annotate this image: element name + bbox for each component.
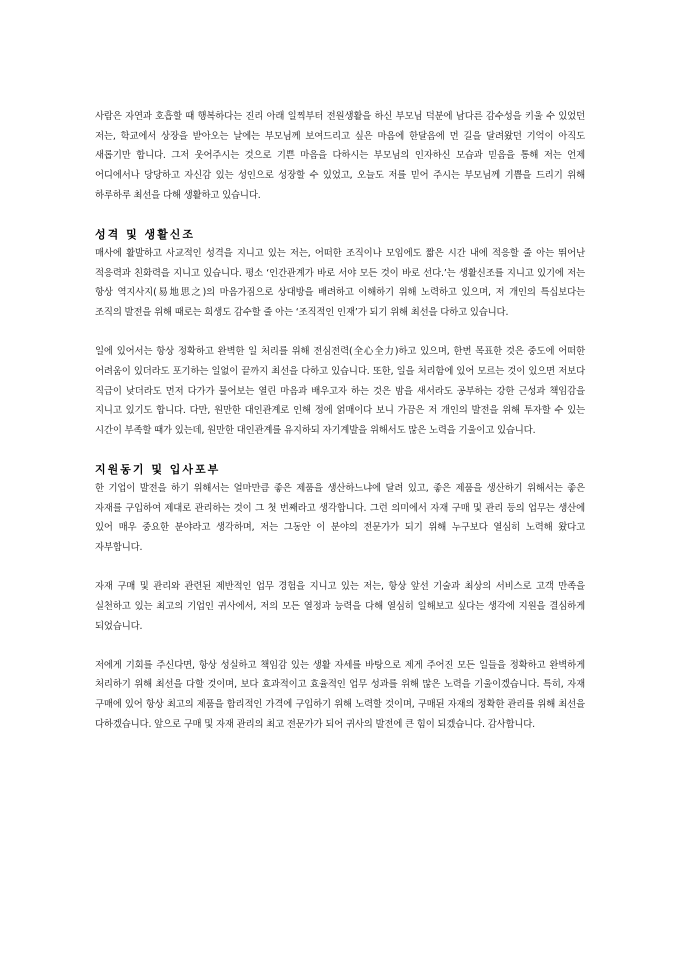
section-heading-motivation: 지원동기 및 입사포부	[95, 462, 221, 476]
paragraph-spacer	[95, 323, 585, 343]
intro-paragraph: 사람은 자연과 호흡할 때 행복하다는 진리 아래 일찍부터 전원생활을 하신 부모님 덕분에 남다른 감수성을 키울 수 있었던 저는, 학교에서 상장을 받아오는 날에는 부모님께 보여드리고 싶은 마음에 한달음에 먼 길을 달려왔던 기억이 아직도 새롭기만 합니다. 그저 웃어주시는 것으로 기쁜 마음을 다하시는 부모님의 인자하신 모습과 믿음을 통해 저는 언제 어디에서나 당당하고 자신감 있는 성인으로 성장할 수 있었고, 오늘도 저를 믿어 주시는 부모님께 기쁨을 드리기 위해 하루하루 최선을 다해 생활하고 있습니다.	[95, 111, 585, 201]
section-personality	[95, 225, 585, 441]
document-page	[95, 107, 585, 735]
personality-paragraph-2: 일에 있어서는 항상 정확하고 완벽한 일 처리를 위해 전심전력(全心全力)하고 있으며, 한번 목표한 것은 중도에 어떠한 어려움이 있더라도 포기하는 일없이 끝까지 최선을 다하고 있습니다. 또한, 일을 처리함에 있어 모르는 것이 있으면 저보다 직급이 낮더라도 먼저 다가가 물어보는 열린 마음과 배우고자 하는 것은 밤을 새서라도 공부하는 강한 근성과 책임감을 지니고 있기도 합니다. 다만, 원만한 대인관계로 인해 정에 얽매이다 보니 가끔은 저 개인의 발전을 위해 투자할 수 있는 시간이 부족할 때가 있는데, 원만한 대인관계를 유지하되 자기계발을 위해서도 많은 노력을 기울이고 있습니다.	[95, 346, 585, 437]
motivation-paragraph-2: 자재 구매 및 관리와 관련된 제반적인 업무 경험을 지니고 있는 저는, 항상 앞선 기술과 최상의 서비스로 고객 만족을 실천하고 있는 최고의 기업인 귀사에서, 저의 모든 열정과 능력을 다해 열심히 일해보고 싶다는 생각에 지원을 결심하게 되었습니다.	[95, 581, 585, 632]
section-motivation	[95, 460, 585, 735]
paragraph-spacer	[95, 558, 585, 578]
motivation-paragraph-3: 저에게 기회를 주신다면, 항상 성실하고 책임감 있는 생활 자세를 바탕으로 제게 주어진 모든 일들을 정확하고 완벽하게 처리하기 위해 최선을 다할 것이며, 보다 효과적이고 효율적인 업무 성과를 위해 많은 노력을 기울이겠습니다. 특히, 자재 구매에 있어 항상 최고의 제품을 합리적인 가격에 구입하기 위해 노력할 것이며, 구매된 자재의 정확한 관리를 위해 최선을 다하겠습니다. 앞으로 구매 및 자재 관리의 최고 전문가가 되어 귀사의 발전에 큰 힘이 되겠습니다. 감사합니다.	[95, 659, 585, 730]
section-spacer	[95, 441, 585, 460]
section-heading-personality: 성격 및 생활신조	[95, 228, 196, 242]
personality-paragraph-1: 매사에 활발하고 사교적인 성격을 지니고 있는 저는, 어떠한 조직이나 모임에도 짧은 시간 내에 적응할 줄 아는 뛰어난 적응력과 친화력을 지니고 있습니다. 평소 ‘인간관계가 바로 서야 모든 것이 바로 선다.’는 생활신조를 지니고 있기에 저는 항상 역지사지(易地思之)의 마음가짐으로 상대방을 배려하고 이해하기 위해 노력하고 있으며, 저 개인의 특십보다는 조직의 발전을 위해 때로는 희생도 감수할 줄 아는 ‘조직적인 인재’가 되기 위해 최선을 다하고 있습니다.	[95, 248, 585, 319]
motivation-paragraph-1: 한 기업이 발전을 하기 위해서는 얼마만큼 좋은 제품을 생산하느냐에 달려 있고, 좋은 제품을 생산하기 위해서는 좋은 자재를 구입하여 제대로 관리하는 것이 그 첫 번째라고 생각합니다. 그런 의미에서 자재 구매 및 관리 등의 업무는 생산에 있어 매우 중요한 분야라고 생각하며, 저는 그동안 이 분야의 전문가가 되기 위해 누구보다 열심히 노력해 왔다고 자부합니다.	[95, 482, 585, 553]
paragraph-spacer	[95, 206, 585, 226]
paragraph-spacer	[95, 636, 585, 656]
